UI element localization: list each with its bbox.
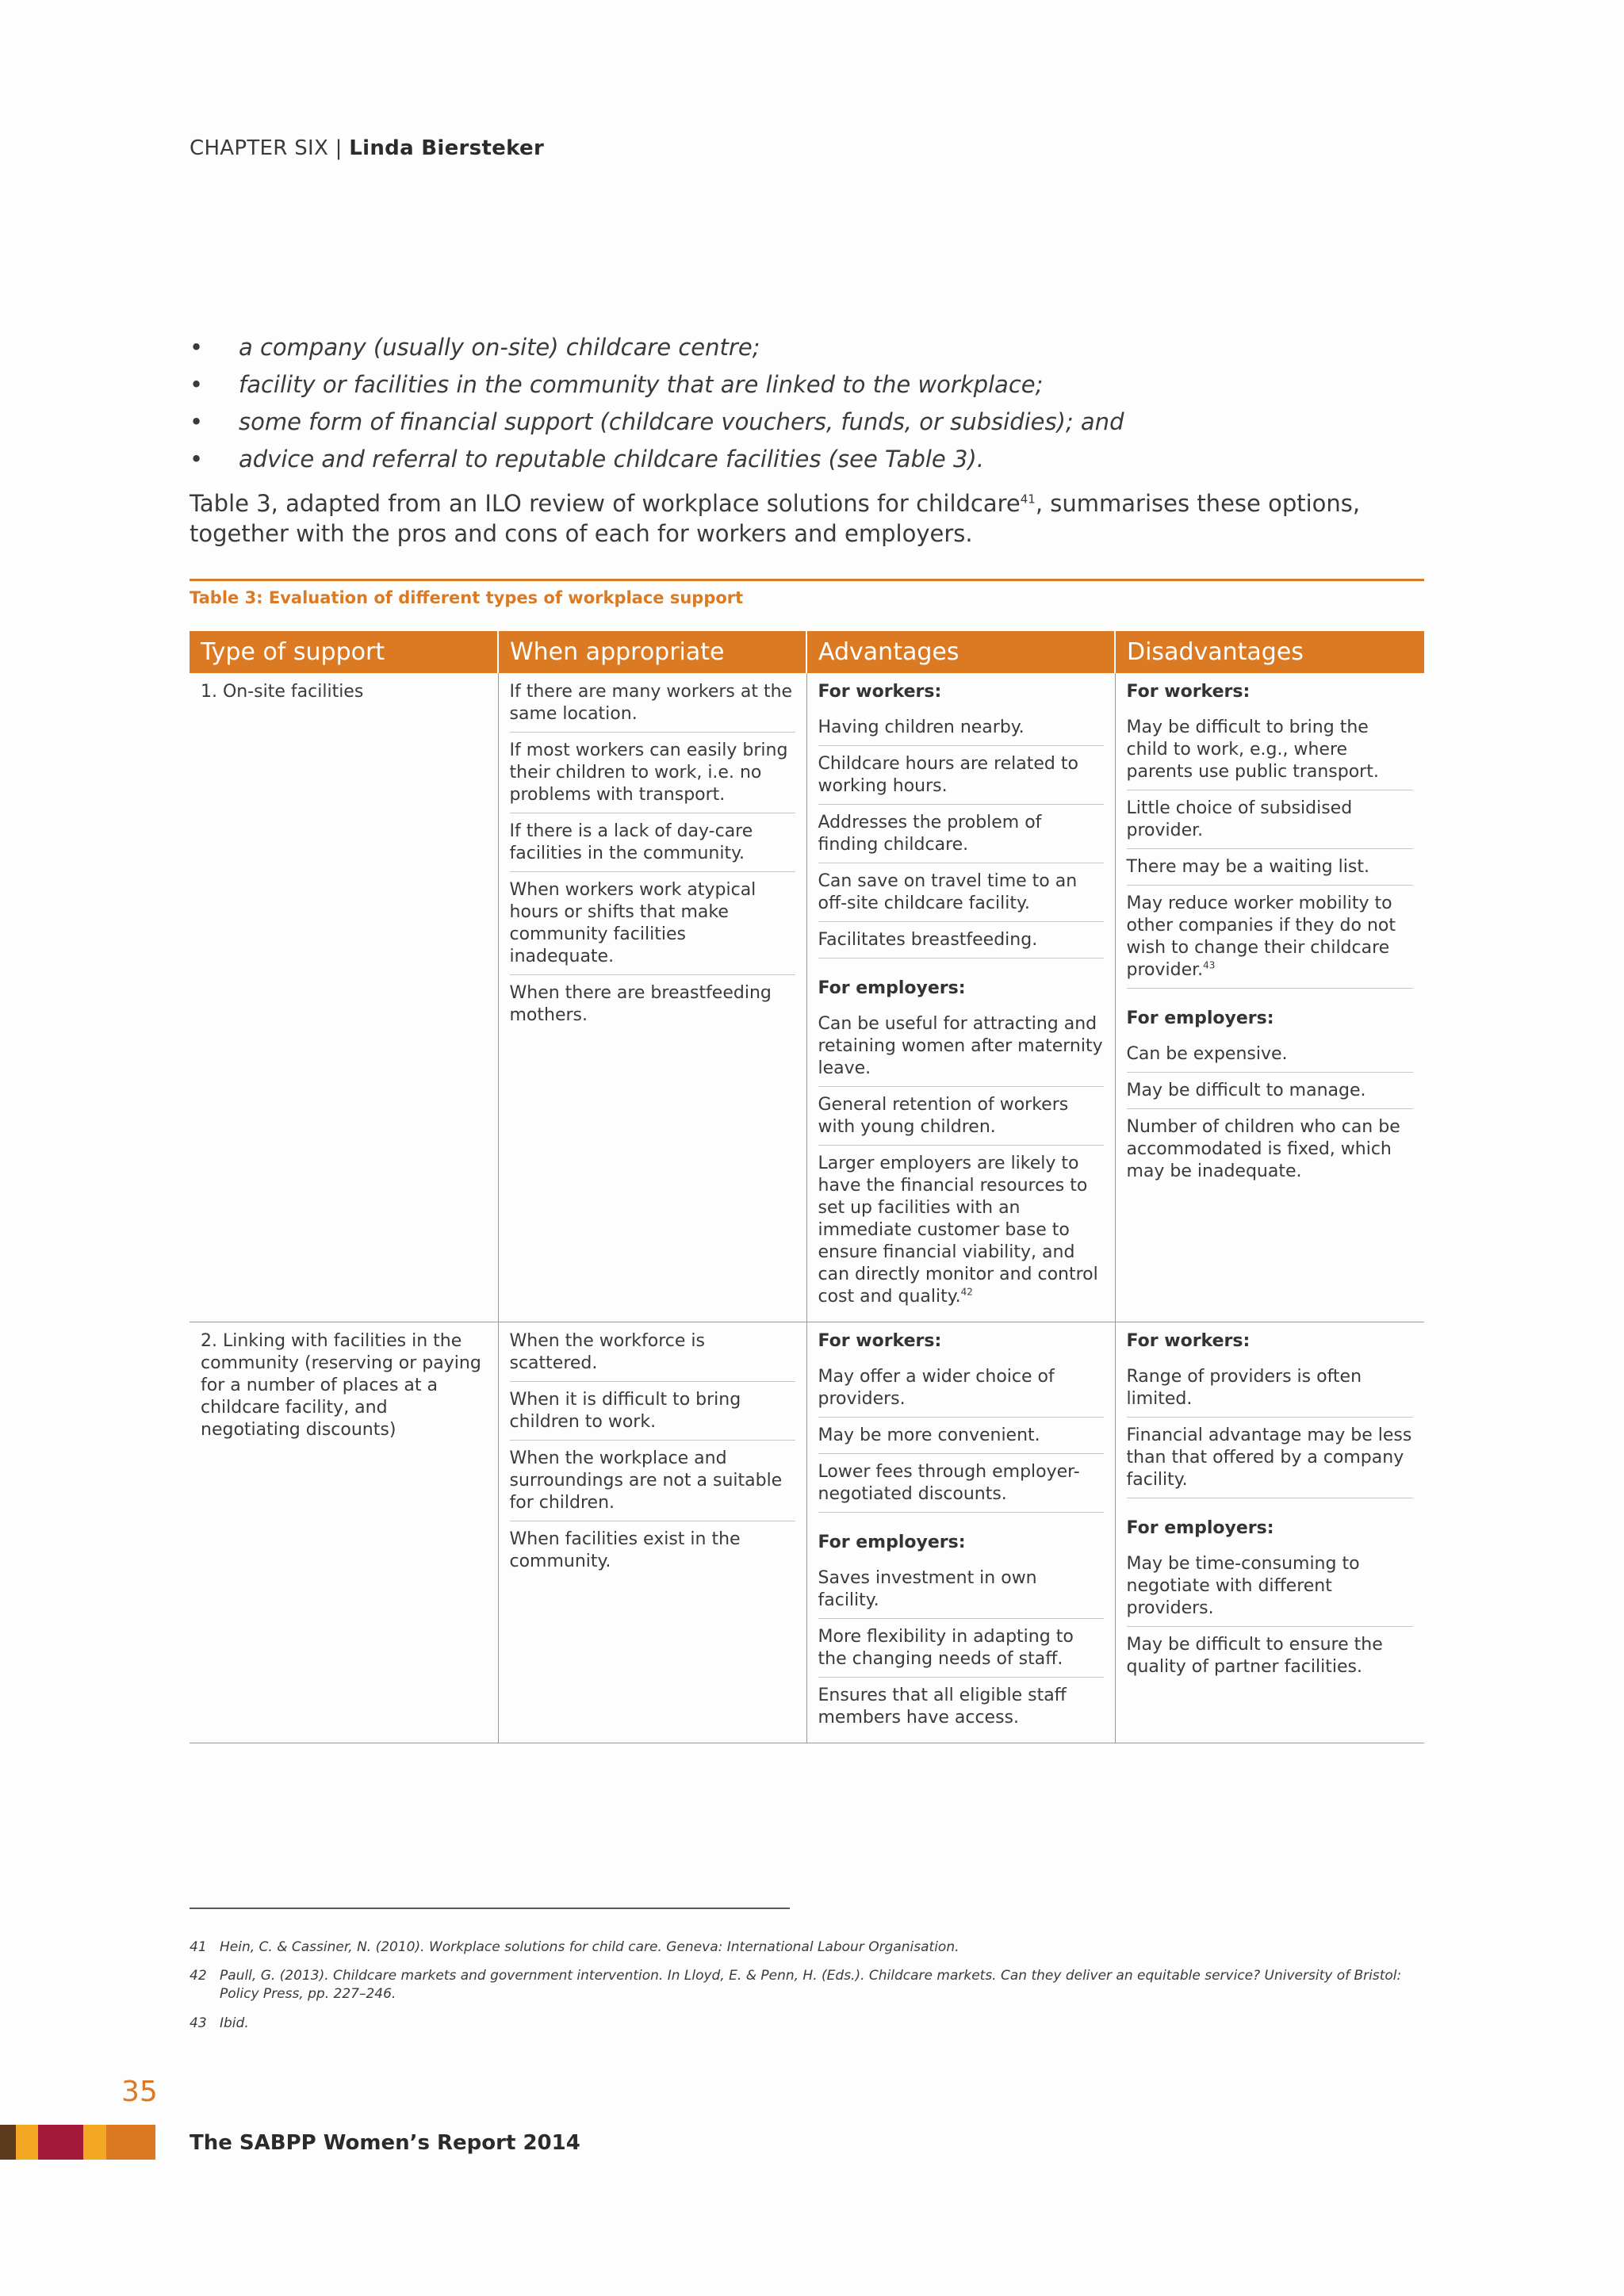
table-header-row bbox=[190, 631, 1424, 673]
list-item: When the workplace and surroundings are not a suitable for children. bbox=[510, 1448, 795, 1521]
disadvantages-cell bbox=[1115, 1322, 1424, 1743]
bullet-item: • facility or facilities in the community that are linked to the workplace; bbox=[190, 371, 1044, 398]
footnote: 42 Paull, G. (2013). Childcare markets and government intervention. In Lloyd, E. & Penn, H. (Eds.). Childcare markets. Can they deliver an equitable service? University of Bristol: Policy Press, pp. 227–246. bbox=[190, 1968, 1402, 2002]
bullet-item: • some form of financial support (childcare vouchers, funds, or subsidies); and bbox=[190, 408, 1124, 435]
subheading: For workers: bbox=[818, 1331, 942, 1351]
chapter-label: CHAPTER SIX | bbox=[190, 136, 350, 160]
list-item: Can save on travel time to an off-site childcare facility. bbox=[818, 871, 1104, 922]
support-table bbox=[190, 631, 1424, 1743]
list-item: When there are breastfeeding mothers. bbox=[509, 983, 772, 1025]
advantages-cell bbox=[806, 673, 1115, 1322]
header-advantages: Advantages bbox=[806, 631, 1115, 673]
author-name: Linda Biersteker bbox=[349, 136, 545, 160]
list-item: Having children nearby. bbox=[818, 717, 1104, 746]
advantages-cell bbox=[806, 1322, 1115, 1743]
list-item: When facilities exist in the community. bbox=[509, 1529, 741, 1571]
list-item: Number of children who can be accommodated is fixed, which may be inadequate. bbox=[1126, 1117, 1400, 1181]
list-item: Financial advantage may be less than that offered by a company facility. bbox=[1127, 1425, 1414, 1498]
list-item: Can be expensive. bbox=[1127, 1043, 1414, 1073]
list-item: May be more convenient. bbox=[818, 1425, 1104, 1454]
header-type: Type of support bbox=[190, 631, 498, 673]
footnote-ref[interactable]: 42 bbox=[960, 1286, 973, 1298]
when-cell bbox=[498, 673, 806, 1322]
list-item: Facilitates breastfeeding. bbox=[818, 929, 1104, 959]
list-item: If there is a lack of day-care facilities in the community. bbox=[510, 821, 795, 872]
subheading: For employers: bbox=[1126, 1518, 1274, 1538]
list-item: Ensures that all eligible staff members have access. bbox=[818, 1686, 1067, 1728]
list-item: General retention of workers with young children. bbox=[818, 1094, 1104, 1146]
subheading: For employers: bbox=[818, 1533, 966, 1552]
table-row bbox=[190, 1322, 1424, 1743]
list-item: May be difficult to bring the child to work, e.g., where parents use public transport. bbox=[1127, 717, 1414, 790]
footer-color-bar bbox=[0, 2125, 16, 2160]
footer-title: The SABPP Women’s Report 2014 bbox=[190, 2131, 580, 2155]
list-item: There may be a waiting list. bbox=[1127, 856, 1414, 886]
list-item: Larger employers are likely to have the financial resources to set up facilities with an immediate customer base to ensure financial viability, and can directly monitor and control cost and quality.$^{42}$ bbox=[818, 1154, 1098, 1307]
list-item: Saves investment in own facility. bbox=[818, 1567, 1104, 1619]
footnote: 41 Hein, C. & Cassiner, N. (2010). Workplace solutions for child care. Geneva: International Labour Organisation. bbox=[190, 1939, 959, 1955]
list-item: Addresses the problem of finding childcare. bbox=[818, 812, 1104, 863]
type-cell: 1. On-site facilities bbox=[190, 673, 498, 1322]
bullet-list bbox=[190, 329, 1427, 478]
list-item: When workers work atypical hours or shifts that make community facilities inadequate. bbox=[510, 879, 795, 975]
list-item: May be difficult to ensure the quality of partner facilities. bbox=[1126, 1635, 1383, 1677]
bullet-item: • advice and referral to reputable childcare facilities (see Table 3). bbox=[190, 446, 984, 473]
list-item: Little choice of subsidised provider. bbox=[1127, 798, 1414, 849]
subheading: For workers: bbox=[818, 682, 942, 702]
when-cell bbox=[498, 1322, 806, 1743]
footer-color-bar bbox=[38, 2125, 83, 2160]
intro-paragraph: Table 3, adapted from an ILO review of workplace solutions for childcare$^{41}$, summarises these options, together with the pros and cons of each for workers and employers. bbox=[190, 490, 1361, 547]
footnote-ref[interactable]: 41 bbox=[1020, 492, 1036, 507]
list-item: May be difficult to manage. bbox=[1127, 1080, 1414, 1109]
footer-color-bar bbox=[16, 2125, 38, 2160]
list-item: If there are many workers at the same location. bbox=[510, 681, 795, 733]
page-number: 35 bbox=[121, 2076, 158, 2108]
footnote-ref[interactable]: 43 bbox=[1203, 959, 1216, 971]
header-disadvantages: Disadvantages bbox=[1115, 631, 1424, 673]
list-item: More flexibility in adapting to the changing needs of staff. bbox=[818, 1626, 1104, 1678]
list-item: May offer a wider choice of providers. bbox=[818, 1366, 1104, 1418]
header-when: When appropriate bbox=[498, 631, 806, 673]
list-item: Can be useful for attracting and retaining women after maternity leave. bbox=[818, 1013, 1104, 1087]
running-header bbox=[190, 136, 544, 160]
table-row bbox=[190, 673, 1424, 1322]
table-caption: Table 3: Evaluation of different types of workplace support bbox=[190, 588, 744, 607]
subheading: For workers: bbox=[1126, 682, 1251, 702]
subheading: For employers: bbox=[1126, 1008, 1274, 1028]
bullet-item: • a company (usually on-site) childcare centre; bbox=[190, 334, 760, 361]
footnote-divider bbox=[190, 1908, 790, 1909]
subheading: For workers: bbox=[1126, 1331, 1251, 1351]
list-item: When it is difficult to bring children to work. bbox=[510, 1389, 795, 1441]
footnote: 43 Ibid. bbox=[190, 2015, 249, 2031]
list-item: Range of providers is often limited. bbox=[1127, 1366, 1414, 1418]
list-item: If most workers can easily bring their children to work, i.e. no problems with transport. bbox=[510, 740, 795, 813]
footer-color-bar bbox=[106, 2125, 155, 2160]
list-item: May reduce worker mobility to other companies if they do not wish to change their childcare provider.$^{43}$ bbox=[1127, 893, 1414, 989]
footer-color-bar bbox=[83, 2125, 106, 2160]
caption-rule bbox=[190, 579, 1424, 581]
list-item: When the workforce is scattered. bbox=[510, 1330, 795, 1382]
list-item: May be time-consuming to negotiate with different providers. bbox=[1127, 1553, 1414, 1627]
disadvantages-cell bbox=[1115, 673, 1424, 1322]
list-item: Childcare hours are related to working hours. bbox=[818, 753, 1104, 805]
list-item: Lower fees through employer-negotiated discounts. bbox=[818, 1461, 1104, 1513]
subheading: For employers: bbox=[818, 978, 966, 998]
type-cell: 2. Linking with facilities in the community (reserving or paying for a number of places at a childcare facility, and negotiating discounts) bbox=[190, 1322, 498, 1743]
